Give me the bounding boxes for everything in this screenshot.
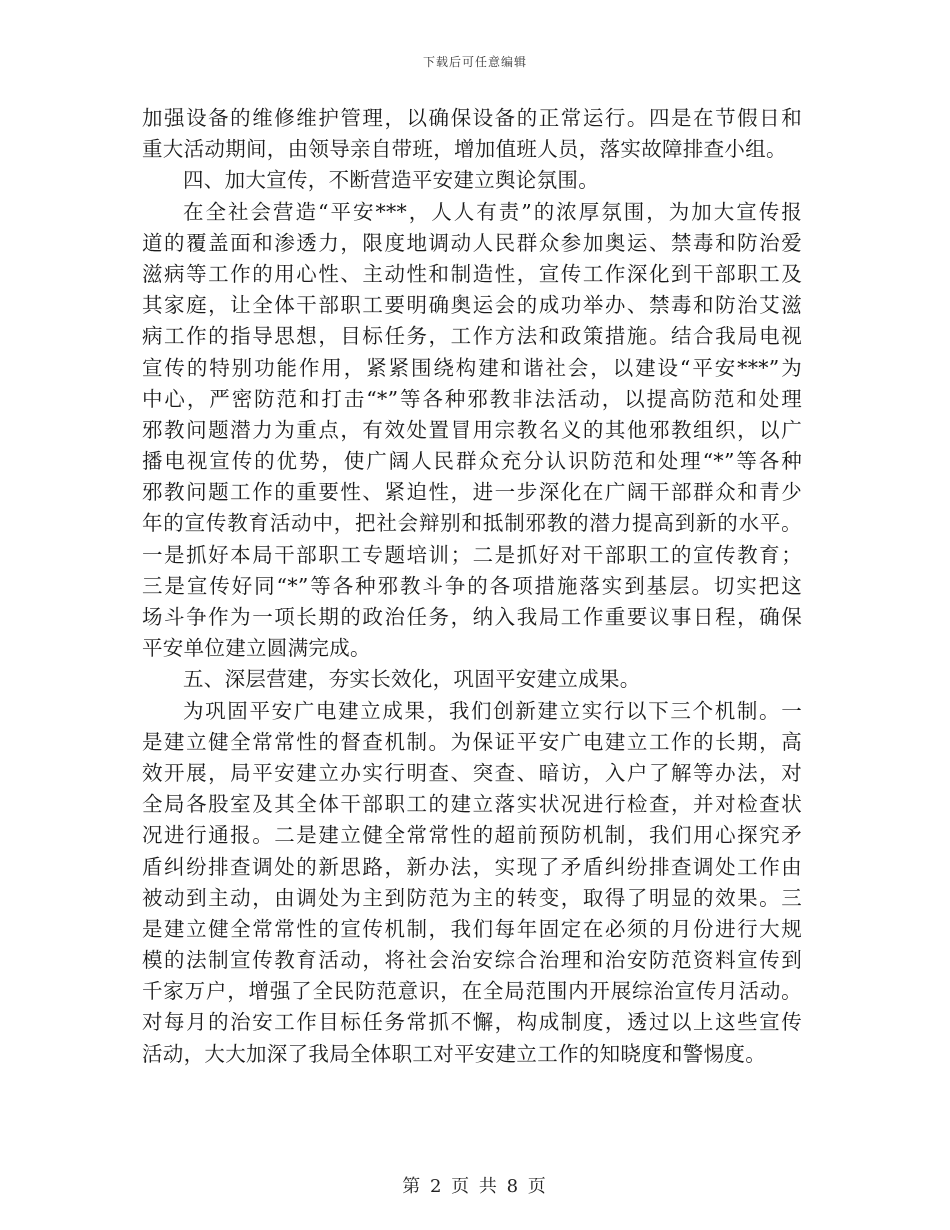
section-heading: 四、加大宣传，不断营造平安建立舆论氛围。 — [183, 168, 599, 193]
text-line: 中心，严密防范和打击“*”等各种邪教非法活动，以提高防范和处理 — [142, 386, 802, 411]
text-line: 平安单位建立圆满完成。 — [142, 636, 371, 661]
text-line: 加强设备的维修维护管理，以确保设备的正常运行。四是在节假日和 — [142, 106, 802, 130]
text-line: 年的宣传教育活动中，把社会辩别和抵制邪教的潜力提高到新的水平。 — [142, 511, 802, 536]
body-text — [142, 103, 802, 1070]
text-line: 对每月的治安工作目标任务常抓不懈，构成制度，透过以上这些宣传 — [142, 1010, 802, 1035]
text-line: 是建立健全常常性的宣传机制，我们每年固定在必须的月份进行大规 — [142, 916, 802, 941]
text-line: 为巩固平安广电建立成果，我们创新建立实行以下三个机制。一 — [183, 698, 802, 723]
page-number-footer: 第 2 页 共 8 页 — [402, 1176, 548, 1197]
text-line: 重大活动期间，由领导亲自带班，增加值班人员，落实故障排查小组。 — [142, 137, 787, 162]
text-line: 其家庭，让全体干部职工要明确奥运会的成功举办、禁毒和防治艾滋 — [142, 293, 802, 318]
text-line: 千家万户，增强了全民防范意识，在全局范围内开展综治宣传月活动。 — [142, 979, 802, 1004]
text-line: 邪教问题工作的重要性、紧迫性，进一步深化在广阔干部群众和青少 — [142, 480, 802, 505]
text-line: 道的覆盖面和渗透力，限度地调动人民群众参加奥运、禁毒和防治爱 — [142, 230, 802, 255]
text-line: 在全社会营造“平安***，人人有责”的浓厚氛围，为加大宣传报 — [183, 199, 802, 224]
text-line: 滋病等工作的用心性、主动性和制造性，宣传工作深化到干部职工及 — [142, 261, 802, 286]
section-heading: 五、深层营建，夯实长效化，巩固平安建立成果。 — [183, 667, 641, 692]
text-line: 播电视宣传的优势，使广阔人民群众充分认识防范和处理“*”等各种 — [142, 449, 802, 474]
text-line: 三是宣传好同“*”等各种邪教斗争的各项措施落实到基层。切实把这 — [142, 573, 802, 598]
text-line: 盾纠纷排查调处的新思路，新办法，实现了矛盾纠纷排查调处工作由 — [142, 854, 802, 879]
text-line: 模的法制宣传教育活动，将社会治安综合治理和治安防范资料宣传到 — [142, 948, 802, 973]
text-line: 是建立健全常常性的督查机制。为保证平安广电建立工作的长期，高 — [142, 729, 802, 754]
text-line: 宣传的特别功能作用，紧紧围绕构建和谐社会，以建设“平安***”为 — [142, 355, 802, 380]
text-line: 场斗争作为一项长期的政治任务，纳入我局工作重要议事日程，确保 — [142, 605, 802, 629]
text-line: 被动到主动，由调处为主到防范为主的转变，取得了明显的效果。三 — [142, 885, 802, 910]
text-line: 邪教问题潜力为重点，有效处置冒用宗教名义的其他邪教组织，以广 — [142, 417, 802, 442]
header-note: 下载后可任意编辑 — [422, 55, 527, 69]
text-line: 病工作的指导思想，目标任务，工作方法和政策措施。结合我局电视 — [142, 324, 802, 349]
text-line: 效开展，局平安建立办实行明查、突查、暗访，入户了解等办法，对 — [142, 760, 802, 785]
text-line: 全局各股室及其全体干部职工的建立落实状况进行检查，并对检查状 — [142, 792, 802, 817]
text-line: 一是抓好本局干部职工专题培训；二是抓好对干部职工的宣传教育； — [142, 542, 802, 567]
text-line: 况进行通报。二是建立健全常常性的超前预防机制，我们用心探究矛 — [142, 823, 802, 848]
text-line: 活动，大大加深了我局全体职工对平安建立工作的知晓度和警惕度。 — [142, 1041, 766, 1066]
